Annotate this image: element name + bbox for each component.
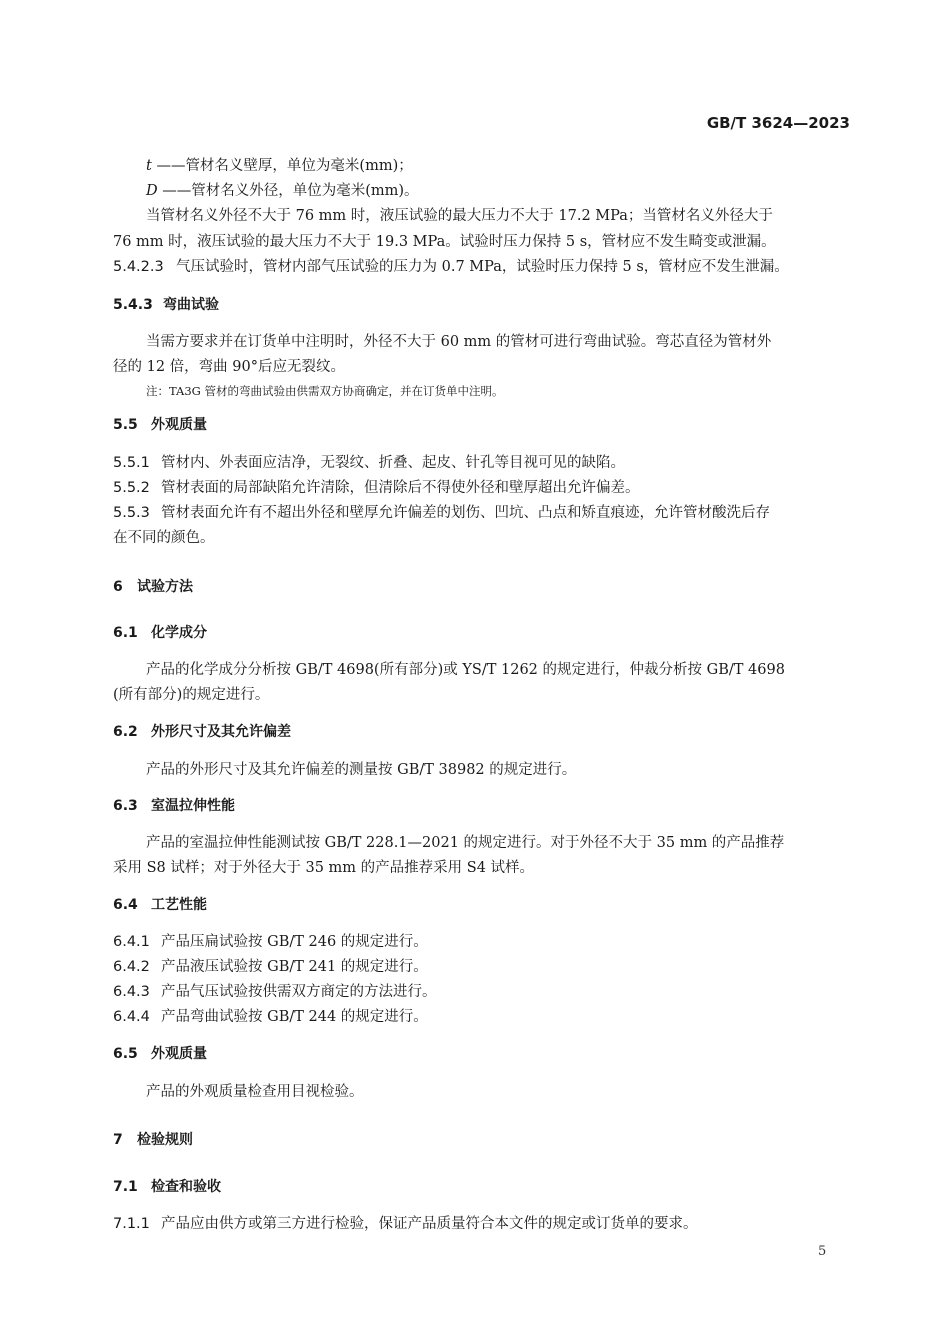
- clause-text: 气压试验时，管材内部气压试验的压力为 0.7 MPa，试验时压力保持 5 s，管材应不发生泄漏。: [176, 259, 789, 275]
- clause-5-5-2: 5.5.2 管材表面的局部缺陷允许清除，但清除后不得使外径和壁厚超出允许偏差。: [113, 480, 640, 496]
- paragraph-line: 产品的外观质量检查用目视检验。: [146, 1084, 364, 1100]
- clause-6-4-2: 6.4.2 产品液压试验按 GB/T 241 的规定进行。: [113, 959, 428, 975]
- variable-d-text: ——管材名义外径，单位为毫米(mm)。: [162, 183, 419, 199]
- heading-6-3: 6.3 室温拉伸性能: [113, 798, 235, 814]
- paragraph-line: 采用 S8 试样；对于外径大于 35 mm 的产品推荐采用 S4 试样。: [113, 860, 535, 876]
- paragraph-line: 当需方要求并在订货单中注明时，外径不大于 60 mm 的管材可进行弯曲试验。弯芯直径为管材外: [146, 334, 772, 350]
- paragraph-line: (所有部分)的规定进行。: [113, 687, 270, 703]
- clause-5-4-2-3: [113, 258, 789, 276]
- heading-6-1: 6.1 化学成分: [113, 625, 207, 641]
- variable-t: t: [146, 158, 152, 174]
- heading-6: 6 试验方法: [113, 579, 193, 595]
- note: 注：TA3G 管材的弯曲试验由供需双方协商确定，并在订货单中注明。: [146, 384, 504, 398]
- variable-definition-d: [146, 182, 419, 200]
- clause-6-4-4: 6.4.4 产品弯曲试验按 GB/T 244 的规定进行。: [113, 1009, 428, 1025]
- variable-t-text: ——管材名义壁厚，单位为毫米(mm)；: [156, 158, 413, 174]
- paragraph-line: 径的 12 倍，弯曲 90°后应无裂纹。: [113, 359, 345, 375]
- heading-5-4-3: 5.4.3 弯曲试验: [113, 297, 219, 313]
- clause-7-1-1: 7.1.1 产品应由供方或第三方进行检验，保证产品质量符合本文件的规定或订货单的要求。: [113, 1216, 698, 1232]
- heading-6-2: 6.2 外形尺寸及其允许偏差: [113, 724, 291, 740]
- paragraph-line: 76 mm 时，液压试验的最大压力不大于 19.3 MPa。试验时压力保持 5 s，管材应不发生畸变或泄漏。: [113, 234, 776, 250]
- heading-6-4: 6.4 工艺性能: [113, 897, 207, 913]
- clause-6-4-3: 6.4.3 产品气压试验按供需双方商定的方法进行。: [113, 984, 437, 1000]
- heading-7-1: 7.1 检查和验收: [113, 1179, 221, 1195]
- variable-d: D: [146, 183, 158, 199]
- variable-definition-t: [146, 157, 413, 175]
- clause-5-5-3: 5.5.3 管材表面允许有不超出外径和壁厚允许偏差的划伤、凹坑、凸点和矫直痕迹，允许管材酸洗后存: [113, 505, 770, 521]
- standard-number: GB/T 3624—2023: [706, 114, 850, 132]
- page-number: 5: [818, 1244, 827, 1259]
- heading-5-5: 5.5 外观质量: [113, 417, 207, 433]
- paragraph-line: 产品的化学成分分析按 GB/T 4698(所有部分)或 YS/T 1262 的规定进行，仲裁分析按 GB/T 4698: [146, 662, 785, 678]
- clause-number: 5.4.2.3: [113, 259, 164, 275]
- heading-7: 7 检验规则: [113, 1132, 193, 1148]
- paragraph-line: 在不同的颜色。: [113, 530, 215, 546]
- clause-6-4-1: 6.4.1 产品压扁试验按 GB/T 246 的规定进行。: [113, 934, 428, 950]
- heading-6-5: 6.5 外观质量: [113, 1046, 207, 1062]
- clause-5-5-1: 5.5.1 管材内、外表面应洁净，无裂纹、折叠、起皮、针孔等目视可见的缺陷。: [113, 455, 625, 471]
- paragraph-line: 产品的外形尺寸及其允许偏差的测量按 GB/T 38982 的规定进行。: [146, 762, 577, 778]
- paragraph-line: 产品的室温拉伸性能测试按 GB/T 228.1—2021 的规定进行。对于外径不大于 35 mm 的产品推荐: [146, 835, 785, 851]
- paragraph-line: 当管材名义外径不大于 76 mm 时，液压试验的最大压力不大于 17.2 MPa；当管材名义外径大于: [146, 208, 773, 224]
